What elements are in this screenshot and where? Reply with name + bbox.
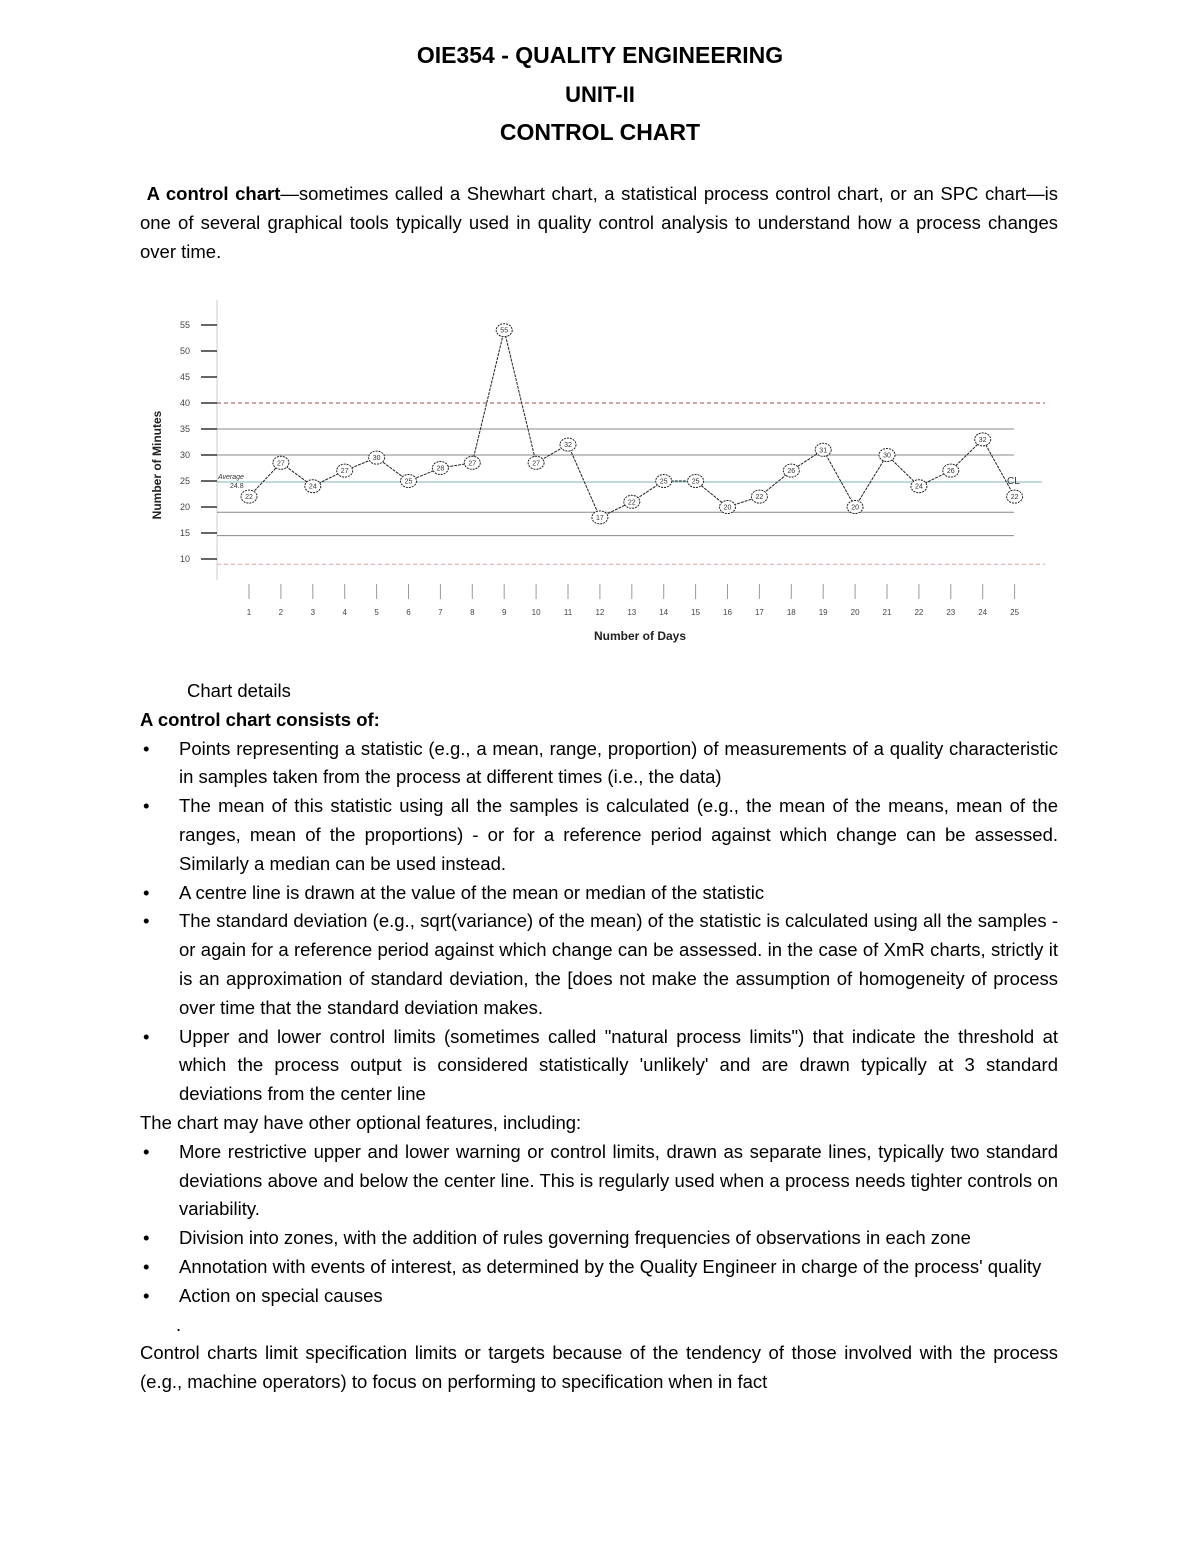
x-tick-label: 19 — [818, 608, 828, 617]
y-tick-label: 45 — [179, 372, 190, 382]
y-tick-label: 20 — [179, 502, 190, 512]
x-tick-label: 4 — [342, 608, 347, 617]
data-line — [249, 327, 1015, 517]
data-point-label: 26 — [946, 468, 955, 476]
x-tick-label: 18 — [786, 608, 796, 617]
average-value: 24.8 — [230, 483, 244, 491]
x-tick-label: 23 — [946, 608, 956, 617]
unit-title: UNIT-II — [565, 82, 635, 107]
data-point-label: 25 — [691, 478, 700, 486]
y-tick-label: 10 — [179, 554, 190, 564]
x-tick-label: 16 — [723, 608, 732, 617]
y-axis-label: Number of Minutes — [150, 410, 164, 520]
list-item: • Upper and lower control limits (sometimes called "natural process limits") that indicate the threshold at which the process output is considered statistically 'unlikely' and are drawn typically at 3 standard deviations from the center line — [140, 1023, 1058, 1109]
y-tick-label: 55 — [179, 320, 190, 330]
x-tick-label: 22 — [914, 608, 924, 617]
course-title: OIE354 - QUALITY ENGINEERING — [416, 42, 784, 68]
x-tick-label: 5 — [374, 608, 379, 617]
y-tick-label: 35 — [179, 424, 190, 434]
list-item: • The standard deviation (e.g., sqrt(variance) of the mean) of the statistic is calculated using all the samples - or again for a reference period against which change can be assessed. in the case of XmR charts, strictly it is an approximation of standard deviation, the [does not make the assumption of homogeneity of process over time that the standard deviation makes. — [140, 907, 1058, 1022]
x-tick-label: 7 — [438, 608, 443, 617]
x-tick-label: 1 — [246, 608, 252, 617]
list-item: • A centre line is drawn at the value of the mean or median of the statistic — [140, 879, 1058, 908]
components-list — [140, 735, 1058, 1109]
topic-title: CONTROL CHART — [499, 119, 701, 145]
optional-features-list — [140, 1138, 1058, 1311]
x-tick-label: 12 — [595, 608, 605, 617]
data-point-label: 24 — [308, 483, 317, 491]
list-item: • The mean of this statistic using all the samples is calculated (e.g., the mean of the means, mean of the ranges, mean of the proportions) - or for a reference period against which change can be assessed. Similarly a median can be used instead. — [140, 792, 1058, 878]
data-point-label: 24 — [915, 483, 923, 491]
x-tick-label: 10 — [531, 608, 541, 617]
data-point-label: 25 — [659, 478, 668, 486]
data-point-label: 20 — [851, 504, 859, 512]
chart-caption: Chart details — [187, 680, 291, 701]
list-item: • Points representing a statistic (e.g., a mean, range, proportion) of measurements of a quality characteristic in samples taken from the process at different times (i.e., the data) — [140, 735, 1058, 793]
data-point-label: 55 — [500, 327, 509, 335]
data-point-label: 32 — [564, 442, 572, 450]
x-tick-label: 6 — [406, 608, 411, 617]
data-point-label: 17 — [596, 514, 604, 522]
x-tick-label: 25 — [1010, 608, 1020, 617]
data-point-label: 27 — [277, 460, 285, 468]
x-tick-label: 24 — [978, 608, 988, 617]
data-point-label: 25 — [404, 478, 413, 486]
data-point-label: 22 — [755, 494, 764, 502]
content — [140, 677, 1058, 1397]
control-chart — [0, 280, 1200, 660]
x-tick-label: 20 — [850, 608, 860, 617]
data-point-label: 20 — [723, 504, 732, 512]
y-tick-label: 30 — [179, 450, 190, 460]
x-tick-label: 17 — [754, 608, 764, 617]
data-point-label: 27 — [468, 460, 477, 468]
x-tick-label: 2 — [278, 608, 284, 617]
y-tick-label: 15 — [179, 528, 190, 538]
list-item: • Action on special causes — [140, 1282, 1058, 1311]
data-point-label: 31 — [819, 447, 828, 455]
data-point-label: 22 — [245, 494, 253, 502]
optional-features-intro: The chart may have other optional features, including: — [140, 1111, 582, 1133]
data-point-label: 30 — [372, 455, 381, 463]
x-tick-label: 21 — [882, 608, 892, 617]
data-point-label: 32 — [978, 436, 987, 444]
average-label: Average — [218, 474, 244, 482]
data-point-label: 27 — [340, 468, 349, 476]
x-tick-label: 9 — [501, 608, 507, 617]
x-tick-label: 14 — [659, 608, 669, 617]
list-item: • Annotation with events of interest, as determined by the Quality Engineer in charge of the process' quality — [140, 1253, 1058, 1282]
section-heading: A control chart consists of: — [140, 708, 380, 730]
intro-bold: A control chart — [146, 183, 281, 204]
data-point-label: 27 — [532, 460, 540, 468]
list-item: • More restrictive upper and lower warning or control limits, drawn as separate lines, typically two standard deviations above and below the center line. This is regularly used when a process needs tighter controls on variability. — [140, 1138, 1058, 1224]
intro-text: —sometimes called a Shewhart chart, a statistical process control chart, or an SPC chart—is one of several graphical tools typically used in quality control analysis to understand how a process changes over time. — [140, 183, 1058, 262]
x-tick-label: 3 — [310, 608, 316, 617]
y-tick-label: 40 — [179, 398, 190, 408]
closing-paragraph: Control charts limit specification limits or targets because of the tendency of those involved with the process (e.g., machine operators) to focus on performing to specification when in fact — [140, 1342, 1058, 1393]
data-point-label: 22 — [627, 499, 636, 507]
list-item: • Division into zones, with the addition of rules governing frequencies of observations in each zone — [140, 1224, 1058, 1253]
x-tick-label: 15 — [691, 608, 701, 617]
cl-label: CL — [1007, 476, 1020, 488]
x-tick-label: 11 — [563, 608, 573, 617]
x-tick-label: 8 — [470, 608, 475, 617]
x-axis-label: Number of Days — [593, 629, 687, 643]
intro-paragraph — [140, 180, 1058, 266]
data-point-label: 28 — [436, 465, 445, 473]
data-point-label: 26 — [787, 468, 796, 476]
y-tick-label: 25 — [179, 476, 190, 486]
x-tick-label: 13 — [627, 608, 637, 617]
data-point-label: 22 — [1010, 494, 1019, 502]
data-point-label: 30 — [883, 452, 891, 460]
y-tick-label: 50 — [179, 346, 190, 356]
dot: . — [176, 1313, 182, 1335]
